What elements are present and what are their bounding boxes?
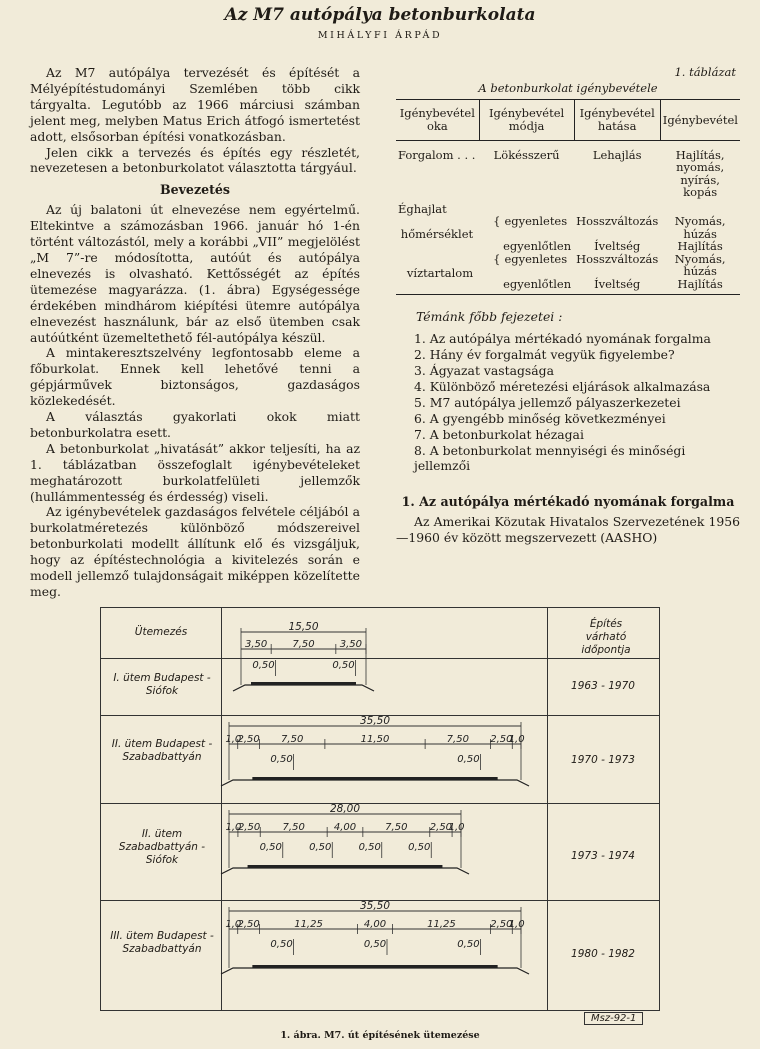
intro-paragraph: Az M7 autópálya tervezését és építését a Mélyépítéstudományi Szemlében több cikk tárgyalta. Legutóbb az 1966 márciusi számban jelent meg, melyben Matus Erich átfogó ismertetést adott, elsősorban építési vonatkozásban. [30,65,360,144]
stage-label: II. ütem Budapest - Szabadbattyán [111,738,213,763]
table-cell: Nyomás, húzás [674,251,726,279]
road-profile [221,868,469,874]
table-number: 1. táblázat [674,65,736,79]
pavement-slab [252,777,497,780]
table-row [396,253,740,278]
list-item: 8. A betonburkolat mennyiségi és minőségi jellemzői [414,442,686,474]
list-item: 1. Az autópálya mértékadó nyomának forgalma [414,331,711,347]
table-header: Igénybevétel hatása [574,99,660,140]
table-cell: Íveltség [594,276,641,291]
offset-label: 0,50 [259,842,282,853]
segment-label: 11,50 [360,734,390,745]
offset-label: 0,50 [363,939,387,950]
right-column [396,65,740,546]
table-cell: Hajlítás [677,239,723,254]
body-paragraph: A betonburkolat „hivatását” akkor teljesíti, ha az 1. táblázatban összefoglalt igénybevételeket meghatározott burkolatfelületi jellemzők (hullámmentesség és érdesség) viseli. [30,440,360,504]
table-row [396,215,740,240]
pavement-slab [248,865,443,868]
body-paragraph: Az új balatoni út elnevezése nem egyértelmű. Eltekintve a számozásban 1966. január hó 1-én történt változástól, mely a korábbi „VII” megjelölést „M 7”-re módosította, autóút és autópálya elnevezés is olvasható. Kettősségét az építés ütemezése magyarázza. (1. ábra) Egységessége érdekében mindhárom kiépítési ütemre autópálya elnevezést használunk, bár az első ütemben csak autóútként üzemeltethető fél-autópálya készül. [30,202,360,345]
segment-label: 11,25 [427,919,456,930]
table-cell: víztartalom [406,266,474,281]
list-item: 2. Hány év forgalmát vegyük figyelembe? [414,347,675,363]
section1-text: Az Amerikai Közutak Hivatalos Szervezetének 1956—1960 év között megszervezett (AASHO) [396,514,740,546]
figure-caption: 1. ábra. M7. út építésének ütemezése [280,1030,480,1041]
list-item: 7. A betonburkolat hézagai [414,426,584,442]
stage-label: III. ütem Budapest - Szabadbattyán [110,930,214,955]
segment-label: 3,50 [244,639,268,650]
stage-period: 1980 - 1982 [571,948,635,960]
intro-paragraph: Jelen cikk a tervezés és építés egy részletét, nevezetesen a betonburkolatot választotta tárgyául. [30,144,360,176]
table-cell: Íveltség [594,239,641,254]
table-cell-text: egyenletes [504,251,568,266]
table-cell: Lökésszerű [493,147,560,162]
pavement-slab [252,965,497,968]
table-cell: { egyenletes [493,214,568,229]
article-title: Az M7 autópálya betonburkolata [224,5,536,25]
stage-figure [100,607,660,1011]
stage-label: I. ütem Budapest - Siófok [113,672,211,697]
segment-label: 1,0 [448,822,465,833]
segment-label: 2,50 [237,919,260,930]
table-header: Igénybevétel oka [396,99,479,140]
header-schedule: Ütemezés [134,626,188,638]
pavement-slab [251,682,356,685]
left-column [30,65,360,600]
author-name: MIHÁLYFI ÁRPÁD [317,30,443,41]
drawing-stamp: Msz-92-1 [584,1012,643,1025]
table-cell: Forgalom . . . [398,147,476,162]
table-cell: hőmérséklet [400,226,474,241]
road-profile [233,685,374,691]
header-period: Építés várható időpontja [581,618,631,656]
body-paragraph: A mintakeresztszelvény legfontosabb eleme a főburkolat. Ennek kell lehetővé tenni a gépjárművek biztonságos, gazdaságos közlekedését. [30,345,360,409]
table-cell: Hosszváltozás [576,251,659,266]
body-paragraph: A választás gyakorlati okok miatt betonburkolatra esett. [30,409,360,440]
table-cell: Lehajlás [592,147,642,162]
stage-period: 1963 - 1970 [571,680,635,692]
table-cell-text: egyenletes [504,214,568,229]
dimension-label: 35,50 [359,900,391,912]
segment-label: 2,50 [237,822,261,833]
stage-label: II. ütem Szabadbattyán - Siófok [118,828,206,866]
segment-label: 7,50 [281,734,304,745]
stage-period: 1970 - 1973 [571,754,635,766]
dimension-label: 28,00 [329,803,361,815]
section1-heading: 1. Az autópálya mértékadó nyomának forgalma [401,494,735,510]
offset-label: 0,50 [270,939,293,950]
segment-label: 2,50 [490,734,513,745]
offset-label: 0,50 [309,842,332,853]
requirements-table [396,99,740,296]
offset-label: 0,50 [358,842,381,853]
table-header: Igénybevétel [660,99,740,140]
segment-label: 2,50 [490,919,513,930]
table-cell: Hosszváltozás [576,214,659,229]
segment-label: 7,50 [292,639,315,650]
table-row [396,140,740,199]
segment-label: 1,0 [225,734,242,745]
table-cell: Éghajlat [398,201,447,216]
segment-label: 2,50 [237,734,260,745]
table-cell: { egyenletes [493,251,568,266]
segment-label: 1,0 [225,919,242,930]
segment-label: 3,50 [339,639,363,650]
dimension-label: 15,50 [288,621,319,633]
road-profile [221,780,529,786]
segment-label: 1,0 [225,822,242,833]
segment-label: 1,0 [508,919,525,930]
offset-label: 0,50 [457,939,480,950]
table-cell: Hajlítás [677,276,723,291]
section-heading-intro: Bevezetés [159,182,231,198]
offset-label: 0,50 [252,660,275,671]
offset-label: 0,50 [408,842,431,853]
list-item: 4. Különböző méretezési eljárások alkalmazása [414,378,711,394]
contents-title: Témánk főbb fejezetei : [416,309,563,325]
dimension-label: 35,50 [359,715,391,727]
body-paragraph: Az igénybevételek gazdaságos felvétele céljából a burkolatméretezés különböző módszereivel betonburkolati modellt állítunk elő és vizsgáljuk, hogy az építéstechnológia a kivitelezés során e modell jellemző tulajdonságait miképpen közelítette meg. [30,504,360,599]
segment-label: 4,00 [333,822,357,833]
offset-label: 0,50 [332,660,355,671]
contents-list [396,331,740,474]
table-cell: Hajlítás, nyomás, nyírás, kopás [675,147,725,200]
table-cell: Nyomás, húzás [674,214,726,241]
list-item: 5. M7 autópálya jellemző pályaszerkezetei [414,394,681,410]
road-profile [221,968,529,974]
cross-section-drawing [101,608,657,1008]
list-item: 6. A gyengébb minőség következményei [414,410,666,426]
table-row [396,199,740,216]
segment-label: 11,25 [294,919,323,930]
offset-label: 0,50 [457,754,480,765]
table-cell: egyenlőtlen [503,276,572,291]
segment-label: 7,50 [446,734,469,745]
segment-label: 4,00 [363,919,387,930]
list-item: 3. Ágyazat vastagsága [414,363,554,379]
table-title: A betonburkolat igénybevétele [478,80,658,95]
stage-period: 1973 - 1974 [571,850,635,862]
table-header: Igénybevétel módja [479,99,574,140]
segment-label: 7,50 [282,822,305,833]
table-cell: egyenlőtlen [503,239,572,254]
segment-label: 1,0 [508,734,525,745]
segment-label: 2,50 [429,822,453,833]
segment-label: 7,50 [385,822,408,833]
offset-label: 0,50 [270,754,293,765]
